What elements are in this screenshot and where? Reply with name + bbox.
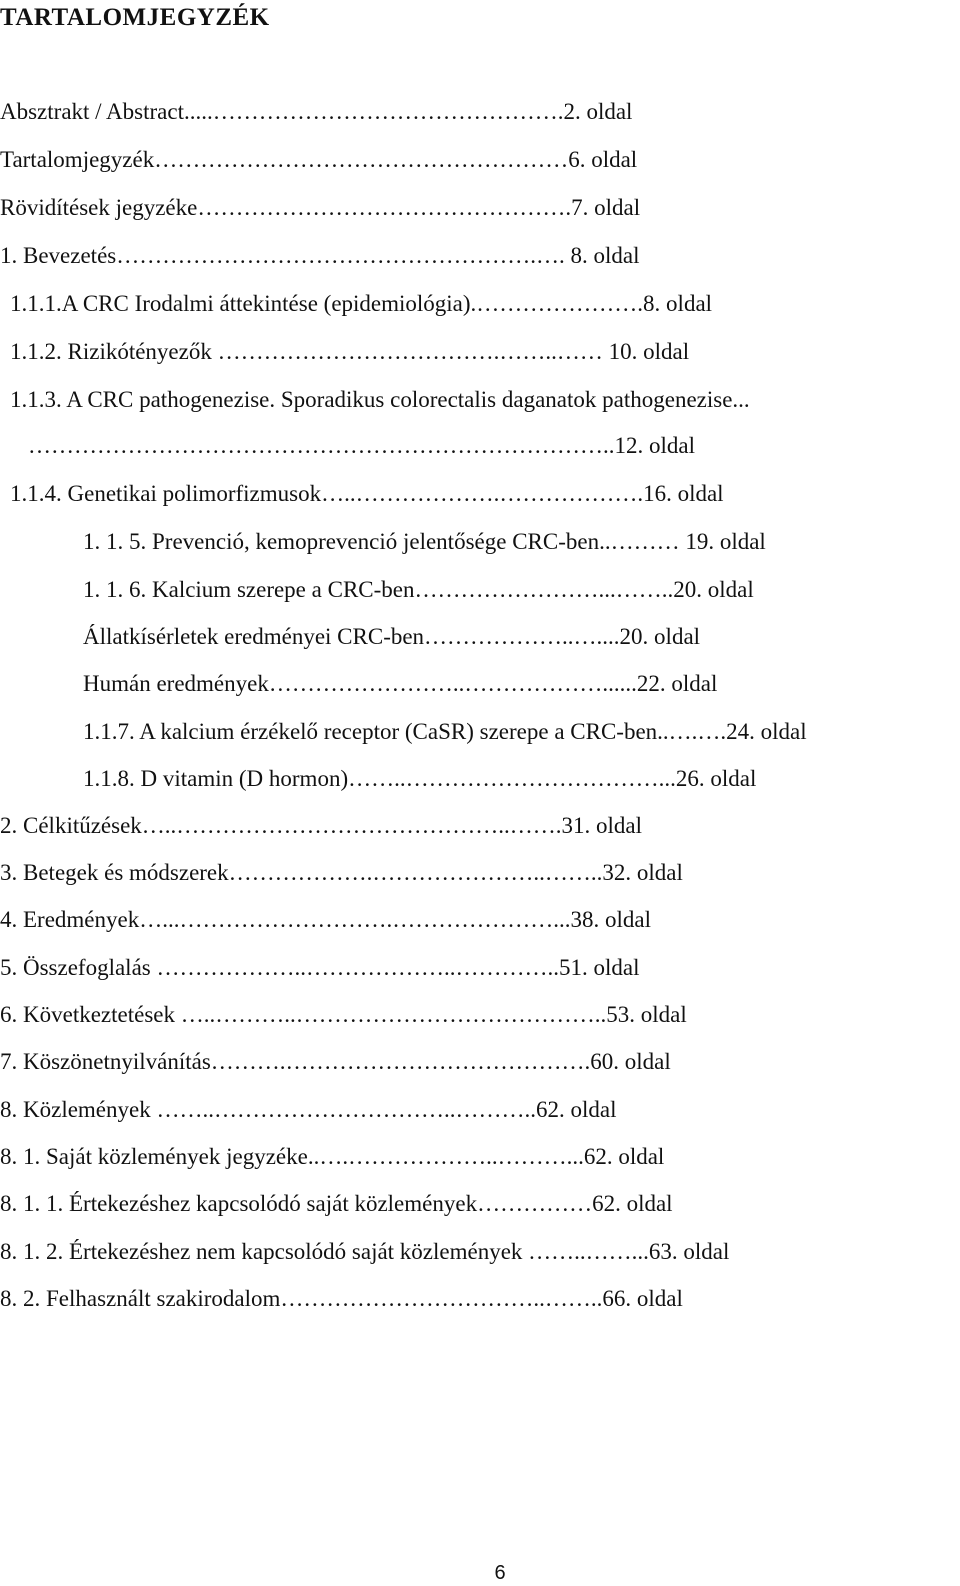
toc-entry: 8. 2. Felhasznált szakirodalom……………………………..……..66. oldal	[0, 1286, 683, 1311]
toc-entry: 1.1.7. A kalcium érzékelő receptor (CaSR) szerepe a CRC-ben..….….24. oldal	[83, 719, 807, 744]
toc-entry: 8. 1. 2. Értekezéshez nem kapcsolódó saját közlemények ……..……...63. oldal	[0, 1239, 730, 1264]
toc-entry: Tartalomjegyzék………………………………………………6. oldal	[0, 147, 638, 172]
toc-entry: 8. 1. 1. Értekezéshez kapcsolódó saját közlemények……………62. oldal	[0, 1191, 673, 1216]
toc-entry: 4. Eredmények…...……………………….…………………...38. oldal	[0, 907, 651, 932]
toc-entry: 1. 1. 5. Prevenció, kemoprevenció jelentősége CRC-ben..……… 19. oldal	[83, 529, 766, 554]
toc-entry: 1.1.1.A CRC Irodalmi áttekintése (epidemiológia).………………….8. oldal	[10, 291, 713, 316]
toc-entry: …………………………………………………………………..12. oldal	[28, 433, 695, 458]
toc-title: TARTALOMJEGYZÉK	[0, 4, 270, 31]
toc-entry: 1. Bevezetés……………………………………………….…. 8. oldal	[0, 243, 640, 268]
toc-entry: 5. Összefoglalás ………………..………………..…………..51. oldal	[0, 955, 640, 980]
toc-entry: Állatkísérletek eredményei CRC-ben………………..…....20. oldal	[83, 624, 701, 649]
toc-entry: 1.1.3. A CRC pathogenezise. Sporadikus colorectalis daganatok pathogenezise...	[10, 387, 750, 412]
toc-entry: Humán eredmények……………………..………………......22. oldal	[83, 671, 718, 696]
toc-entry: 1.1.2. Rizikótényezők ……………………………….……..…… 10. oldal	[10, 339, 690, 364]
toc-entry: 3. Betegek és módszerek……………….…………………..……..32. oldal	[0, 860, 683, 885]
toc-entry: 1.1.4. Genetikai polimorfizmusok…..……………….……………….16. oldal	[10, 481, 724, 506]
toc-entry: 7. Köszönetnyilvánítás……….………………………………….60. oldal	[0, 1049, 671, 1074]
toc-entry: 6. Következtetések …..………..…………………………………..53. oldal	[0, 1002, 687, 1027]
page-number: 6	[494, 1562, 506, 1584]
toc-entry: 2. Célkitűzések…..……………………………………..…….31. oldal	[0, 813, 643, 838]
toc-entry: 8. Közlemények ……..…………………………..………..62. oldal	[0, 1097, 617, 1122]
toc-entry: 1.1.8. D vitamin (D hormon)……..……………………………...26. oldal	[83, 766, 757, 791]
toc-entry: 1. 1. 6. Kalcium szerepe a CRC-ben……………………...……..20. oldal	[83, 577, 754, 602]
toc-entry: Absztrakt / Abstract.....……………………………………….2. oldal	[0, 99, 633, 124]
toc-entry: 8. 1. Saját közlemények jegyzéke..….………………..………...62. oldal	[0, 1144, 665, 1169]
toc-entry: Rövidítések jegyzéke………………………………………….7. oldal	[0, 195, 641, 220]
